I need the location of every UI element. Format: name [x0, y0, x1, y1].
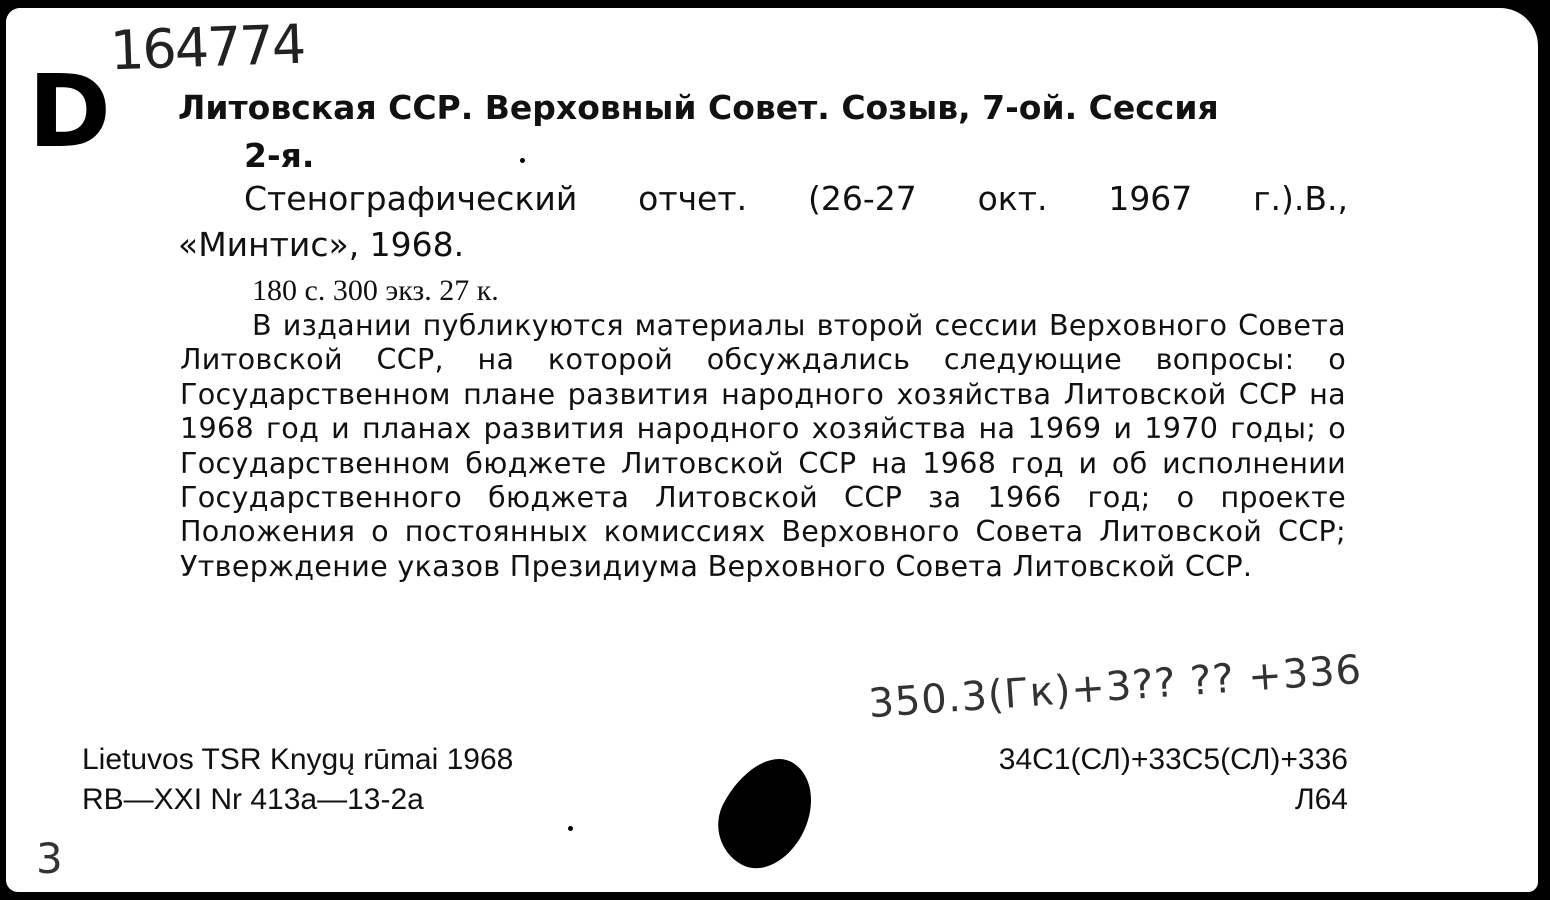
publisher-line-2: RB—XXI Nr 413a—13-2a	[82, 783, 424, 816]
publication-place: В.,	[1304, 179, 1348, 218]
publication-line-1	[178, 176, 1348, 222]
speck	[568, 826, 573, 831]
heading-line-2: 2-я.	[244, 136, 315, 175]
publication-line-2: «Минтис», 1968.	[178, 225, 465, 264]
annotation-text: В издании публикуются материалы второй сессии Верховного Совета Литовской ССР, на которой обсуждались следующие вопросы: о Государственном плане развития народного хозяйства Литовской ССР на 1968 год и планах развития народного хозяйства на 1969 и 1970 годы; о Государственном бюджете Литовской ССР на 1968 год и об исполнении Государственного бюджета Литовской ССР за 1966 год; о проекте Положения о постоянных комиссиях Верховного Совета Литовской ССР; Утверждение указов Президиума Верховного Совета Литовской ССР.	[180, 308, 1346, 583]
catalog-card	[6, 8, 1538, 892]
handwritten-corner-mark: 3	[36, 834, 63, 883]
publication-info	[178, 176, 1348, 268]
card-heading	[178, 84, 1348, 180]
publisher-line-1: Lietuvos TSR Knygų rūmai 1968	[82, 743, 514, 776]
handwritten-id-number: 164774	[108, 12, 306, 83]
speck	[520, 158, 525, 163]
heading-line-1: Литовская ССР. Верховный Совет. Созыв, 7-ой. Сессия	[178, 88, 1219, 127]
author-mark: Л64	[1294, 783, 1348, 816]
handwritten-classification: 350.3(Гк)+3?? ?? +336	[866, 646, 1364, 728]
ink-stain	[702, 743, 830, 883]
classification-codes	[896, 740, 1348, 820]
publisher-imprint	[82, 740, 513, 820]
class-letter: D	[28, 53, 112, 170]
physical-description: 180 с. 300 экз. 27 к.	[252, 274, 499, 307]
publication-title: Стенографический отчет. (26-27 окт. 1967 г.).	[244, 179, 1305, 218]
bbk-code: 34С1(СЛ)+33С5(СЛ)+336	[998, 743, 1348, 776]
